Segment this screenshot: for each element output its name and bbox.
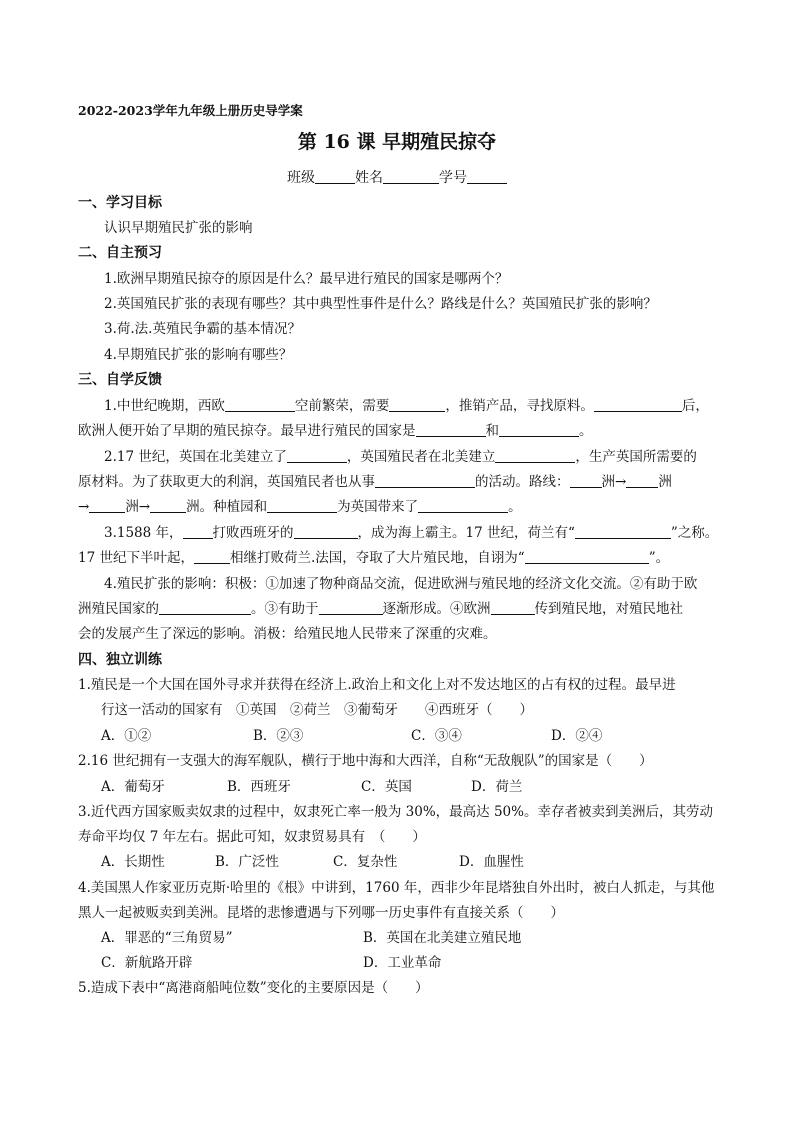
preview-question-1: 1.欧洲早期殖民掠夺的原因是什么？最早进行殖民的国家是哪两个？ xyxy=(104,271,509,287)
option-c[interactable]: C．新航路开辟 xyxy=(101,955,193,971)
preview-question-4: 4.早期殖民扩张的影响有哪些？ xyxy=(104,347,293,363)
section-2-title: 二、自主预习 xyxy=(78,245,162,261)
text: 。 xyxy=(579,423,593,439)
exercise-1-line-2: 行这一活动的国家有 ①英国 ②荷兰 ③葡萄牙 ④西班牙（ ） xyxy=(101,702,533,718)
blank[interactable] xyxy=(294,524,358,539)
blank[interactable] xyxy=(89,498,125,513)
option-b[interactable]: B．广泛性 xyxy=(215,854,279,870)
text: 打败西班牙的 xyxy=(212,525,294,541)
blank[interactable] xyxy=(575,524,671,539)
option-a[interactable]: A．长期性 xyxy=(101,854,165,870)
year-title: 2022-2023学年九年级上册历史导学案 xyxy=(78,103,303,118)
text: 17 世纪下半叶起， xyxy=(78,550,194,566)
text: 和 xyxy=(485,423,499,439)
exercise-4-line-2: 黑人一起被贩卖到美洲。昆塔的悲惨遭遇与下列哪一历史事件有直接关系（ ） xyxy=(78,905,564,921)
feedback-4-line-1: 4.殖民扩张的影响：积极：①加速了物种商品交流，促进欧洲与殖民地的经济文化交流。②有助于欧 xyxy=(104,576,698,592)
feedback-3-line-2 xyxy=(78,548,728,568)
number-label: 学号 xyxy=(439,170,467,186)
feedback-2-line-1 xyxy=(104,447,754,467)
feedback-1-line-1 xyxy=(104,396,754,416)
option-d[interactable]: D．荷兰 xyxy=(471,779,523,795)
blank[interactable] xyxy=(159,600,251,615)
text: ”之称。 xyxy=(670,525,719,541)
option-b[interactable]: B．英国在北美建立殖民地 xyxy=(363,930,522,946)
blank[interactable] xyxy=(150,498,186,513)
blank[interactable] xyxy=(287,448,347,463)
text: 。 xyxy=(508,499,522,515)
text: 逐渐形成。④欧洲 xyxy=(382,601,491,617)
exercise-1-line-1: 1.殖民是一个大国在国外寻求并获得在经济上.政治上和文化上对不发达地区的占有权的过程。最早进 xyxy=(78,677,676,693)
text: 2.17 世纪，英国在北美建立了 xyxy=(104,449,287,465)
preview-question-3: 3.荷.法.英殖民争霸的基本情况？ xyxy=(104,321,301,337)
text: ，推销产品，寻找原料。 xyxy=(445,398,594,414)
option-b[interactable]: B．②③ xyxy=(253,728,304,744)
text: 洲→ xyxy=(125,499,151,515)
section-1-goal: 认识早期殖民扩张的影响 xyxy=(104,220,253,236)
option-d[interactable]: D．血腥性 xyxy=(459,854,524,870)
feedback-4-line-2 xyxy=(78,599,728,619)
number-blank[interactable] xyxy=(467,169,507,184)
text: 洲→ xyxy=(601,474,627,490)
option-b[interactable]: B．西班牙 xyxy=(227,779,291,795)
blank[interactable] xyxy=(418,498,508,513)
text: 原材料。为了获取更大的利润，英国殖民者也从事 xyxy=(78,474,375,490)
exercise-5: 5.造成下表中“离港商船吨位数”变化的主要原因是（ ） xyxy=(78,980,429,996)
exercise-4-line-1: 4.美国黑人作家亚历克斯·哈里的《根》中讲到，1760 年，西非少年昆塔独自外出时，被白人抓走，与其他 xyxy=(78,880,715,896)
preview-question-2: 2.英国殖民扩张的表现有哪些？其中典型性事件是什么？路线是什么？英国殖民扩张的影响？ xyxy=(104,296,657,312)
feedback-4-line-3: 会的发展产生了深远的影响。消极：给殖民地人民带来了深重的灾难。 xyxy=(78,626,497,642)
text: 后， xyxy=(681,398,709,414)
option-a[interactable]: A．葡萄牙 xyxy=(101,779,165,795)
blank[interactable] xyxy=(626,473,658,488)
feedback-1-line-2 xyxy=(78,421,728,441)
blank[interactable] xyxy=(319,600,383,615)
blank[interactable] xyxy=(389,397,445,412)
text: ，成为海上霸主。17 世纪，荷兰有“ xyxy=(357,525,575,541)
option-d[interactable]: D．工业革命 xyxy=(363,955,442,971)
lesson-title: 第 16 课 早期殖民掠夺 xyxy=(297,131,497,153)
option-a[interactable]: A．罪恶的“三角贸易” xyxy=(101,930,233,946)
text: 的活动。路线： xyxy=(475,474,570,490)
section-1-title: 一、学习目标 xyxy=(78,195,162,211)
blank[interactable] xyxy=(495,448,575,463)
text: 3.1588 年， xyxy=(104,525,183,541)
text: 洲 xyxy=(658,474,672,490)
class-blank[interactable] xyxy=(315,169,355,184)
text: 1.中世纪晚期，西欧 xyxy=(104,398,225,414)
text: 洲。种植园和 xyxy=(186,499,268,515)
option-c[interactable]: C．英国 xyxy=(361,779,412,795)
blank[interactable] xyxy=(594,397,682,412)
text: ”。 xyxy=(648,550,670,566)
text: 。③有助于 xyxy=(251,601,319,617)
blank[interactable] xyxy=(183,524,213,539)
blank[interactable] xyxy=(225,397,295,412)
student-info-line xyxy=(0,167,794,187)
blank[interactable] xyxy=(194,549,230,564)
class-label: 班级 xyxy=(287,170,315,186)
text: 空前繁荣，需要 xyxy=(294,398,390,414)
text: → xyxy=(78,499,90,515)
option-d[interactable]: D．②④ xyxy=(551,728,603,744)
blank[interactable] xyxy=(267,498,337,513)
option-c[interactable]: C．③④ xyxy=(411,728,462,744)
blank[interactable] xyxy=(491,600,535,615)
feedback-2-line-3 xyxy=(78,497,728,517)
text: ，生产英国所需要的 xyxy=(575,449,697,465)
section-4-title: 四、独立训练 xyxy=(78,652,162,668)
blank[interactable] xyxy=(416,422,486,437)
text: 传到殖民地，对殖民地社 xyxy=(534,601,683,617)
text: ，英国殖民者在北美建立 xyxy=(346,449,496,465)
text: 欧洲人便开始了早期的殖民掠夺。最早进行殖民的国家是 xyxy=(78,423,416,439)
blank[interactable] xyxy=(525,549,649,564)
feedback-2-line-2 xyxy=(78,472,728,492)
text: 相继打败荷兰.法国，夺取了大片殖民地，自诩为“ xyxy=(229,550,525,566)
blank[interactable] xyxy=(375,473,475,488)
option-a[interactable]: A．①② xyxy=(101,728,152,744)
exercise-2: 2.16 世纪拥有一支强大的海军舰队，横行于地中海和大西洋，自称“无敌舰队”的国家是（ ） xyxy=(78,753,653,769)
text: 为英国带来了 xyxy=(337,499,419,515)
blank[interactable] xyxy=(499,422,579,437)
name-label: 姓名 xyxy=(355,170,383,186)
section-3-title: 三、自学反馈 xyxy=(78,372,162,388)
exercise-3-line-2: 寿命平均仅 7 年左右。据此可知，奴隶贸易具有 （ ） xyxy=(78,829,426,845)
text: 洲殖民国家的 xyxy=(78,601,159,617)
exercise-3-line-1: 3.近代西方国家贩卖奴隶的过程中，奴隶死亡率一般为 30%，最高达 50%。幸存者被卖到美洲后，其劳动 xyxy=(78,804,713,820)
blank[interactable] xyxy=(570,473,602,488)
name-blank[interactable] xyxy=(383,169,439,184)
feedback-3-line-1 xyxy=(104,523,754,543)
option-c[interactable]: C．复杂性 xyxy=(333,854,398,870)
